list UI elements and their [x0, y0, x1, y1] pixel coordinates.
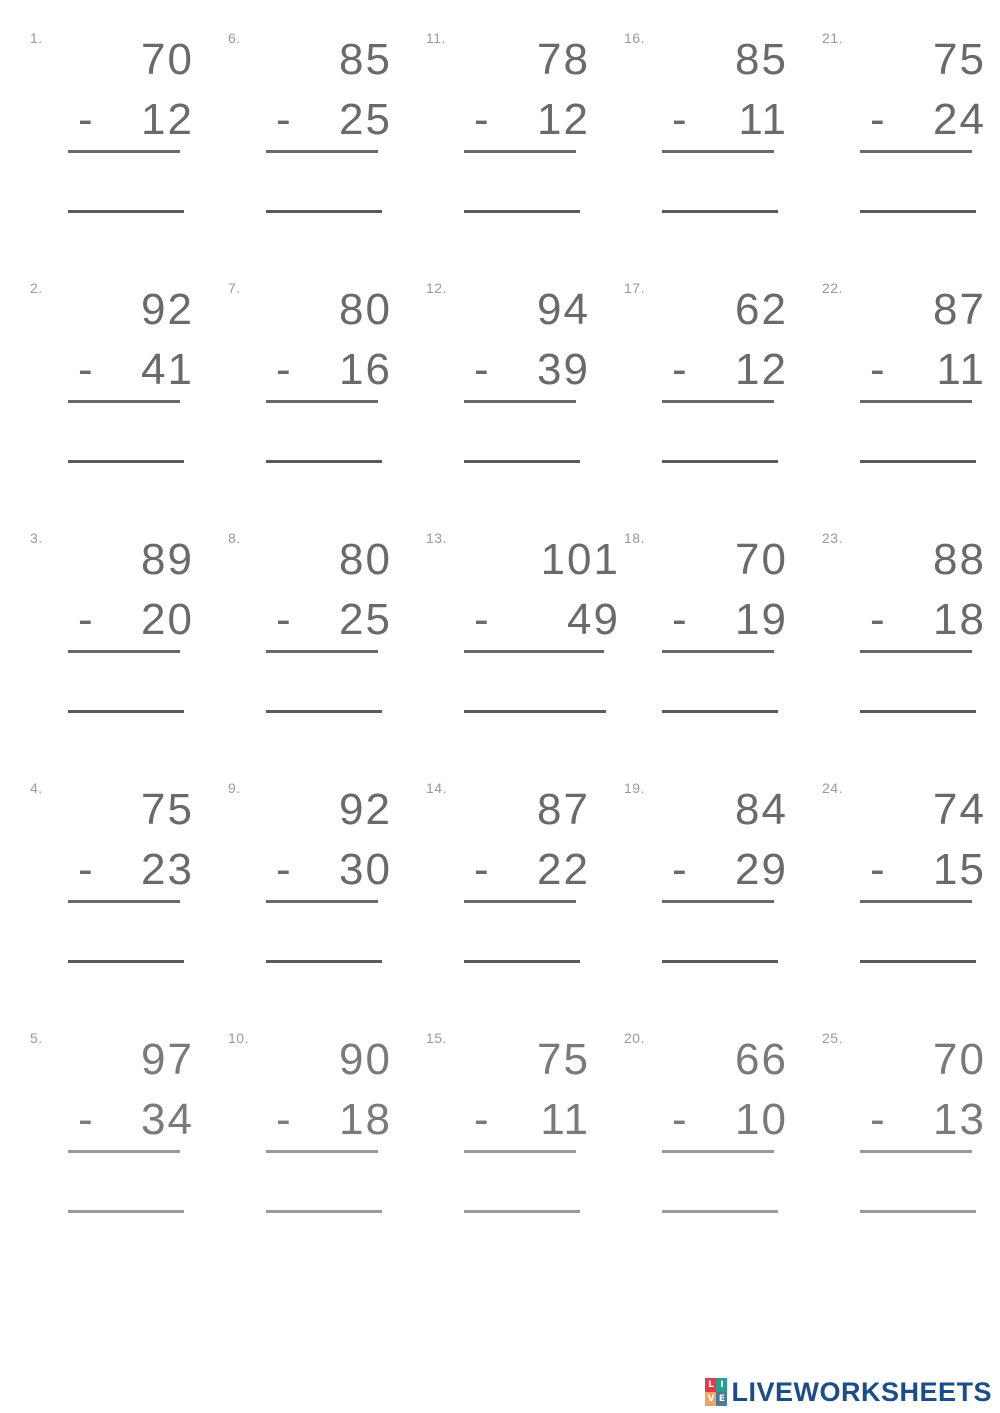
answer-blank[interactable] — [662, 1210, 778, 1213]
minus-sign: - — [870, 1095, 885, 1144]
minuend: 92 — [339, 785, 392, 834]
subtrahend: 34 — [141, 1095, 194, 1144]
minuend: 87 — [537, 785, 590, 834]
subtrahend: 39 — [537, 345, 590, 394]
operation-line — [68, 1150, 180, 1153]
minus-sign: - — [276, 595, 291, 644]
problem-number: 24. — [822, 780, 843, 796]
subtrahend: 18 — [339, 1095, 392, 1144]
minus-sign: - — [474, 845, 489, 894]
minuend: 70 — [735, 535, 788, 584]
operation-line — [464, 1150, 576, 1153]
minuend: 89 — [141, 535, 194, 584]
operation-line — [68, 650, 180, 653]
minuend: 101 — [540, 535, 620, 584]
subtraction-problem — [426, 1030, 606, 1230]
subtraction-problem — [822, 530, 1000, 730]
subtrahend: 13 — [933, 1095, 986, 1144]
problem-number: 15. — [426, 1030, 447, 1046]
subtraction-problem — [822, 280, 1000, 480]
problem-number: 19. — [624, 780, 645, 796]
problem-number: 22. — [822, 280, 843, 296]
subtrahend: 16 — [339, 345, 392, 394]
answer-blank[interactable] — [662, 210, 778, 213]
minuend: 80 — [339, 285, 392, 334]
problem-number: 3. — [30, 530, 43, 546]
operation-line — [662, 400, 774, 403]
subtrahend: 22 — [537, 845, 590, 894]
minuend: 97 — [141, 1035, 194, 1084]
problem-number: 25. — [822, 1030, 843, 1046]
subtrahend: 11 — [540, 1095, 590, 1144]
subtrahend: 11 — [936, 345, 986, 394]
problem-number: 11. — [426, 30, 446, 46]
liveworksheets-brand — [705, 1375, 992, 1409]
subtraction-problem — [822, 30, 1000, 230]
subtraction-problem — [426, 30, 606, 230]
subtrahend: 12 — [537, 95, 590, 144]
answer-blank[interactable] — [68, 960, 184, 963]
minus-sign: - — [474, 345, 489, 394]
minuend: 90 — [339, 1035, 392, 1084]
logo-letter: E — [716, 1392, 727, 1406]
operation-line — [464, 650, 604, 653]
logo-letter: V — [705, 1392, 716, 1406]
subtraction-problem — [624, 1030, 804, 1230]
problem-number: 17. — [624, 280, 645, 296]
answer-blank[interactable] — [266, 960, 382, 963]
minus-sign: - — [276, 845, 291, 894]
operation-line — [68, 900, 180, 903]
brand-name: LIVEWORKSHEETS — [731, 1376, 992, 1407]
answer-blank[interactable] — [662, 710, 778, 713]
operation-line — [266, 150, 378, 153]
subtraction-problem — [228, 530, 408, 730]
operation-line — [860, 400, 972, 403]
subtrahend: 10 — [735, 1095, 788, 1144]
problem-number: 6. — [228, 30, 241, 46]
subtraction-problem — [30, 530, 210, 730]
minuend: 75 — [141, 785, 194, 834]
minuend: 88 — [933, 535, 986, 584]
subtrahend: 25 — [339, 595, 392, 644]
minus-sign: - — [870, 595, 885, 644]
subtrahend: 15 — [933, 845, 986, 894]
minus-sign: - — [78, 1095, 93, 1144]
problem-number: 1. — [30, 30, 43, 46]
minus-sign: - — [276, 1095, 291, 1144]
problem-number: 5. — [30, 1030, 43, 1046]
answer-blank[interactable] — [68, 460, 184, 463]
minus-sign: - — [474, 1095, 489, 1144]
minuend: 92 — [141, 285, 194, 334]
operation-line — [68, 150, 180, 153]
subtrahend: 18 — [933, 595, 986, 644]
minuend: 70 — [933, 1035, 986, 1084]
operation-line — [662, 650, 774, 653]
liveworksheets-logo-icon — [705, 1378, 727, 1406]
minus-sign: - — [78, 345, 93, 394]
answer-blank[interactable] — [860, 460, 976, 463]
operation-line — [266, 1150, 378, 1153]
operation-line — [860, 150, 972, 153]
problem-number: 20. — [624, 1030, 645, 1046]
answer-blank[interactable] — [464, 1210, 580, 1213]
answer-blank[interactable] — [68, 1210, 184, 1213]
operation-line — [266, 900, 378, 903]
subtrahend: 23 — [141, 845, 194, 894]
minuend: 66 — [735, 1035, 788, 1084]
logo-letter: L — [705, 1378, 716, 1392]
subtrahend: 29 — [735, 845, 788, 894]
minus-sign: - — [672, 845, 687, 894]
minus-sign: - — [870, 345, 885, 394]
subtrahend: 41 — [141, 345, 194, 394]
operation-line — [266, 650, 378, 653]
subtrahend: 24 — [933, 95, 986, 144]
operation-line — [662, 1150, 774, 1153]
answer-blank[interactable] — [464, 710, 606, 713]
problem-number: 12. — [426, 280, 447, 296]
subtraction-problem — [30, 1030, 210, 1230]
logo-letter: I — [716, 1378, 727, 1392]
problem-number: 4. — [30, 780, 43, 796]
subtrahend: 20 — [141, 595, 194, 644]
answer-blank[interactable] — [662, 460, 778, 463]
minus-sign: - — [870, 845, 885, 894]
subtrahend: 12 — [735, 345, 788, 394]
operation-line — [662, 900, 774, 903]
operation-line — [860, 650, 972, 653]
subtraction-problem — [822, 1030, 1000, 1230]
problem-number: 2. — [30, 280, 43, 296]
answer-blank[interactable] — [266, 210, 382, 213]
subtraction-problem — [228, 280, 408, 480]
answer-blank[interactable] — [860, 1210, 976, 1213]
subtraction-problem — [822, 780, 1000, 980]
operation-line — [464, 150, 576, 153]
minuend: 85 — [735, 35, 788, 84]
minus-sign: - — [78, 95, 93, 144]
subtrahend: 49 — [567, 595, 620, 644]
minus-sign: - — [672, 95, 687, 144]
problem-number: 16. — [624, 30, 645, 46]
answer-blank[interactable] — [662, 960, 778, 963]
subtrahend: 19 — [735, 595, 788, 644]
subtraction-problem — [624, 30, 804, 230]
subtraction-problem — [30, 280, 210, 480]
operation-line — [68, 400, 180, 403]
subtraction-problem — [426, 530, 620, 730]
minuend: 70 — [141, 35, 194, 84]
minuend: 62 — [735, 285, 788, 334]
operation-line — [662, 150, 774, 153]
minuend: 87 — [933, 285, 986, 334]
operation-line — [860, 1150, 972, 1153]
subtraction-problem — [624, 280, 804, 480]
minus-sign: - — [474, 595, 489, 644]
answer-blank[interactable] — [266, 460, 382, 463]
answer-blank[interactable] — [860, 960, 976, 963]
answer-blank[interactable] — [860, 210, 976, 213]
minus-sign: - — [672, 1095, 687, 1144]
problem-number: 9. — [228, 780, 241, 796]
problem-number: 14. — [426, 780, 447, 796]
minuend: 75 — [933, 35, 986, 84]
subtrahend: 25 — [339, 95, 392, 144]
subtraction-problem — [228, 1030, 408, 1230]
minus-sign: - — [672, 345, 687, 394]
operation-line — [464, 900, 576, 903]
problem-number: 23. — [822, 530, 843, 546]
minuend: 80 — [339, 535, 392, 584]
minuend: 94 — [537, 285, 590, 334]
minus-sign: - — [276, 345, 291, 394]
operation-line — [860, 900, 972, 903]
minus-sign: - — [78, 595, 93, 644]
minuend: 85 — [339, 35, 392, 84]
operation-line — [266, 400, 378, 403]
problem-number: 8. — [228, 530, 241, 546]
problem-number: 18. — [624, 530, 645, 546]
subtrahend: 30 — [339, 845, 392, 894]
answer-blank[interactable] — [464, 210, 580, 213]
subtraction-problem — [228, 30, 408, 230]
minus-sign: - — [870, 95, 885, 144]
answer-blank[interactable] — [464, 960, 580, 963]
subtrahend: 12 — [141, 95, 194, 144]
answer-blank[interactable] — [464, 460, 580, 463]
minuend: 74 — [933, 785, 986, 834]
problem-number: 13. — [426, 530, 447, 546]
subtraction-problem — [624, 530, 804, 730]
operation-line — [464, 400, 576, 403]
minus-sign: - — [474, 95, 489, 144]
minuend: 78 — [537, 35, 590, 84]
answer-blank[interactable] — [68, 710, 184, 713]
answer-blank[interactable] — [266, 1210, 382, 1213]
subtrahend: 11 — [738, 95, 788, 144]
answer-blank[interactable] — [860, 710, 976, 713]
subtraction-problem — [426, 280, 606, 480]
answer-blank[interactable] — [68, 210, 184, 213]
minus-sign: - — [672, 595, 687, 644]
minuend: 84 — [735, 785, 788, 834]
subtraction-problem — [426, 780, 606, 980]
minuend: 75 — [537, 1035, 590, 1084]
subtraction-problem — [624, 780, 804, 980]
subtraction-problem — [30, 780, 210, 980]
subtraction-problem — [30, 30, 210, 230]
problem-number: 21. — [822, 30, 843, 46]
minus-sign: - — [276, 95, 291, 144]
minus-sign: - — [78, 845, 93, 894]
problem-number: 7. — [228, 280, 241, 296]
answer-blank[interactable] — [266, 710, 382, 713]
subtraction-problem — [228, 780, 408, 980]
problem-number: 10. — [228, 1030, 249, 1046]
